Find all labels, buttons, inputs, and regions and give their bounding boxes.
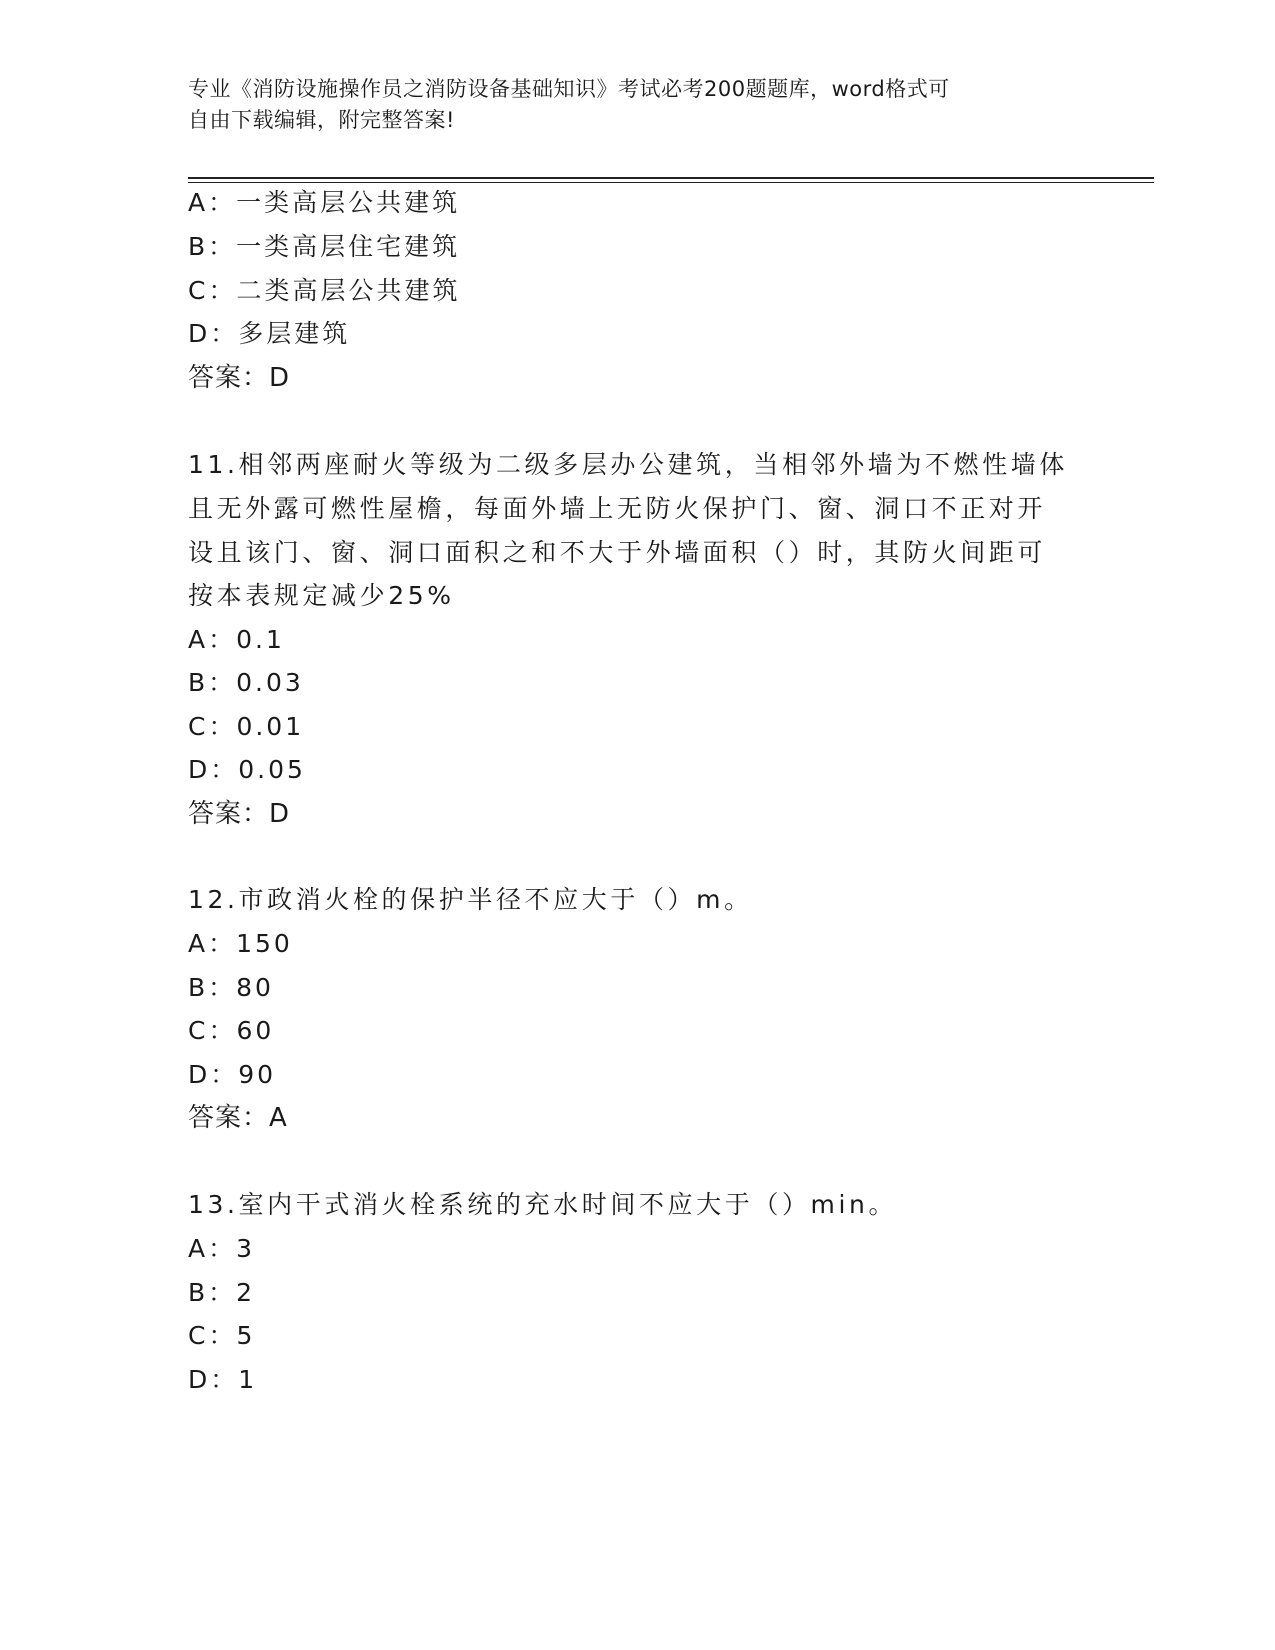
q13-option-c: C：5: [188, 1321, 256, 1350]
header-line-1: 专业《消防设施操作员之消防设备基础知识》考试必考200题题库，word格式可: [188, 77, 950, 101]
q11-answer: 答案：D: [188, 799, 291, 829]
header-divider-thick: [188, 177, 1154, 179]
q11-option-c: C：0.01: [188, 712, 305, 741]
q11-question-line-1: 11.相邻两座耐火等级为二级多层办公建筑，当相邻外墙为不燃性墙体: [188, 450, 1068, 479]
q10-option-c: C：二类高层公共建筑: [188, 276, 461, 305]
q13-option-b: B：2: [188, 1278, 256, 1307]
q11-option-b: B：0.03: [188, 668, 304, 697]
q12-question: 12.市政消火栓的保护半径不应大于（）m。: [188, 885, 753, 914]
q10-option-b: B：一类高层住宅建筑: [188, 232, 461, 261]
q12-option-d: D：90: [188, 1060, 277, 1089]
q11-option-a: A：0.1: [188, 625, 285, 654]
header-divider-thin: [188, 182, 1154, 183]
q10-option-a: A：一类高层公共建筑: [188, 188, 461, 217]
q13-option-d: D：1: [188, 1365, 258, 1394]
header-line-2: 自由下载编辑，附完整答案!: [188, 108, 455, 132]
document-header: [188, 74, 1088, 136]
q10-answer: 答案：D: [188, 363, 291, 393]
q11-question-line-4: 按本表规定减少25%: [188, 581, 455, 610]
q13-question: 13.室内干式消火栓系统的充水时间不应大于（）min。: [188, 1190, 898, 1219]
q11-question-line-2: 且无外露可燃性屋檐，每面外墙上无防火保护门、窗、洞口不正对开: [188, 494, 1047, 523]
q12-option-c: C：60: [188, 1016, 275, 1045]
q10-option-d: D：多层建筑: [188, 319, 351, 348]
q12-option-a: A：150: [188, 929, 293, 958]
q11-question-line-3: 设且该门、窗、洞口面积之和不大于外墙面积（）时，其防火间距可: [188, 538, 1047, 567]
q13-option-a: A：3: [188, 1234, 256, 1263]
q11-option-d: D：0.05: [188, 755, 306, 784]
q12-option-b: B：80: [188, 973, 274, 1002]
q12-answer: 答案：A: [188, 1103, 288, 1133]
